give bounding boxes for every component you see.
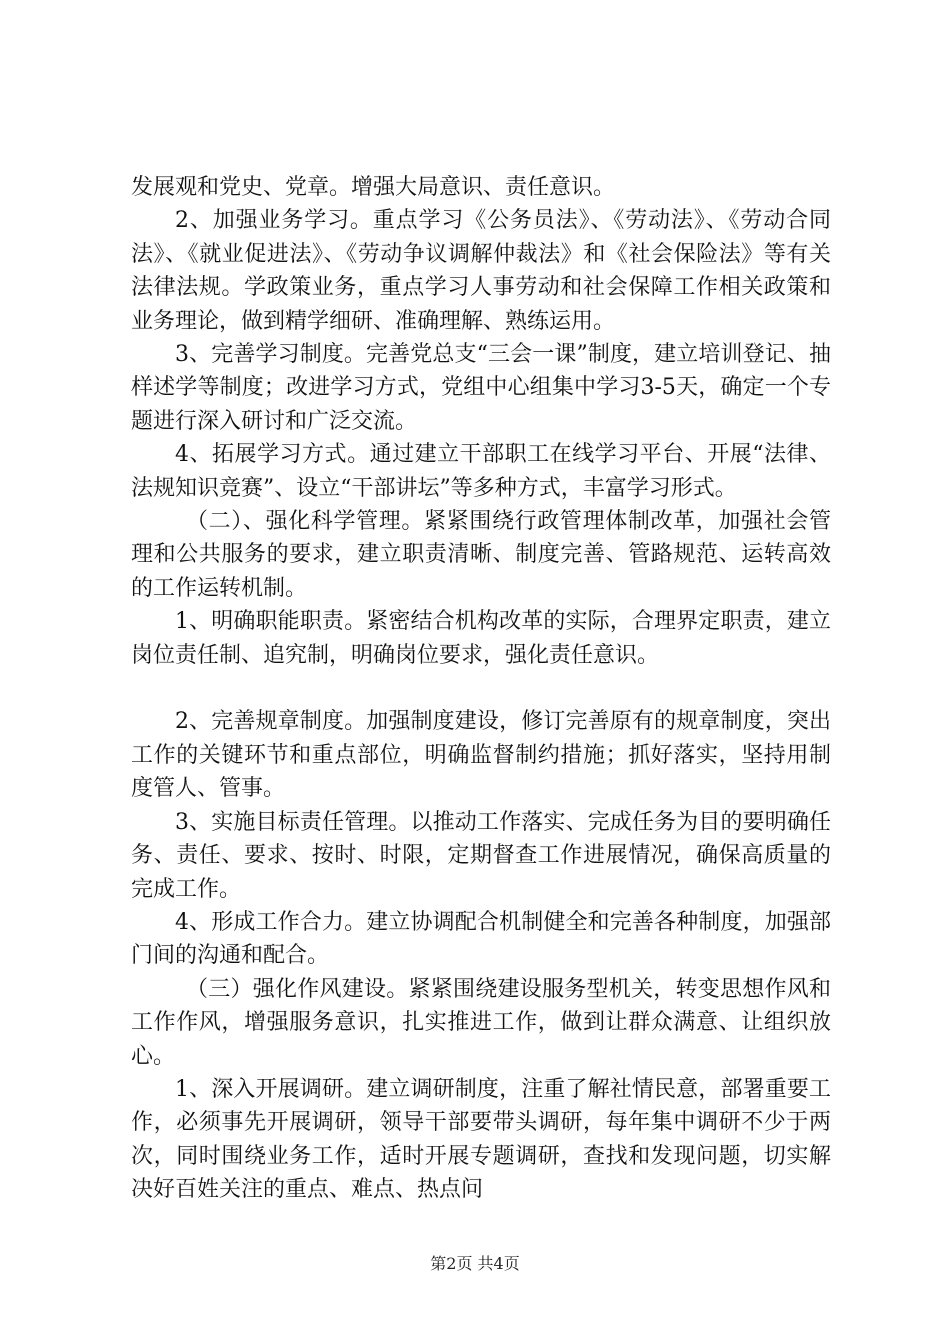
paragraph-continuation: 发展观和党史、党章。增强大局意识、责任意识。 bbox=[131, 175, 616, 200]
paragraph-study-system: 3、完善学习制度。完善党总支“三会一课”制度，建立培训登记、抽样述学等制度；改进学习方式，党组中心组集中学习3-5天，确定一个专题进行深入研讨和广泛交流。 bbox=[131, 342, 831, 434]
section-heading-management: （二）、强化科学管理。紧紧围绕行政管理体制改革，加强社会管理和公共服务的要求，建立职责清晰、制度完善、管路规范、运转高效的工作运转机制。 bbox=[131, 509, 831, 601]
paragraph-business-study: 2、加强业务学习。重点学习《公务员法》、《劳动法》、《劳动合同法》、《就业促进法》、《劳动争议调解仲裁法》和《社会保险法》等有关法律法规。学政策业务，重点学习人事劳动和社会保障工作相关政策和业务理论，做到精学细研、准确理解、熟练运用。 bbox=[131, 208, 831, 334]
paragraph-target-responsibility: 3、实施目标责任管理。以推动工作落实、完成任务为目的要明确任务、责任、要求、按时、时限，定期督查工作进展情况，确保高质量的完成工作。 bbox=[131, 809, 831, 902]
paragraph-work-synergy: 4、形成工作合力。建立协调配合机制健全和完善各种制度，加强部门间的沟通和配合。 bbox=[131, 909, 831, 969]
paragraph-regulations: 2、完善规章制度。加强制度建设，修订完善原有的规章制度，突出工作的关键环节和重点部位，明确监督制约措施；抓好落实，坚持用制度管人、管事。 bbox=[131, 709, 831, 802]
section-heading-work-style: （三）强化作风建设。紧紧围绕建设服务型机关，转变思想作风和工作作风，增强服务意识，扎实推进工作，做到让群众满意、让组织放心。 bbox=[131, 976, 831, 1069]
paragraph-research: 1、深入开展调研。建立调研制度，注重了解社情民意，部署重要工作，必须事先开展调研，领导干部要带头调研，每年集中调研不少于两次，同时围绕业务工作，适时开展专题调研，查找和发现问题，切实解决好百姓关注的重点、难点、热点问 bbox=[131, 1076, 831, 1203]
document-body bbox=[131, 171, 831, 1207]
page-number-footer: 第2页 共4页 bbox=[430, 1254, 520, 1273]
paragraph-duties: 1、明确职能职责。紧密结合机构改革的实际，合理界定职责，建立岗位责任制、追究制，明确岗位要求，强化责任意识。 bbox=[131, 609, 831, 668]
paragraph-study-methods: 4、拓展学习方式。通过建立干部职工在线学习平台、开展“法律、法规知识竞赛”、设立“干部讲坛”等多种方式，丰富学习形式。 bbox=[131, 442, 831, 501]
